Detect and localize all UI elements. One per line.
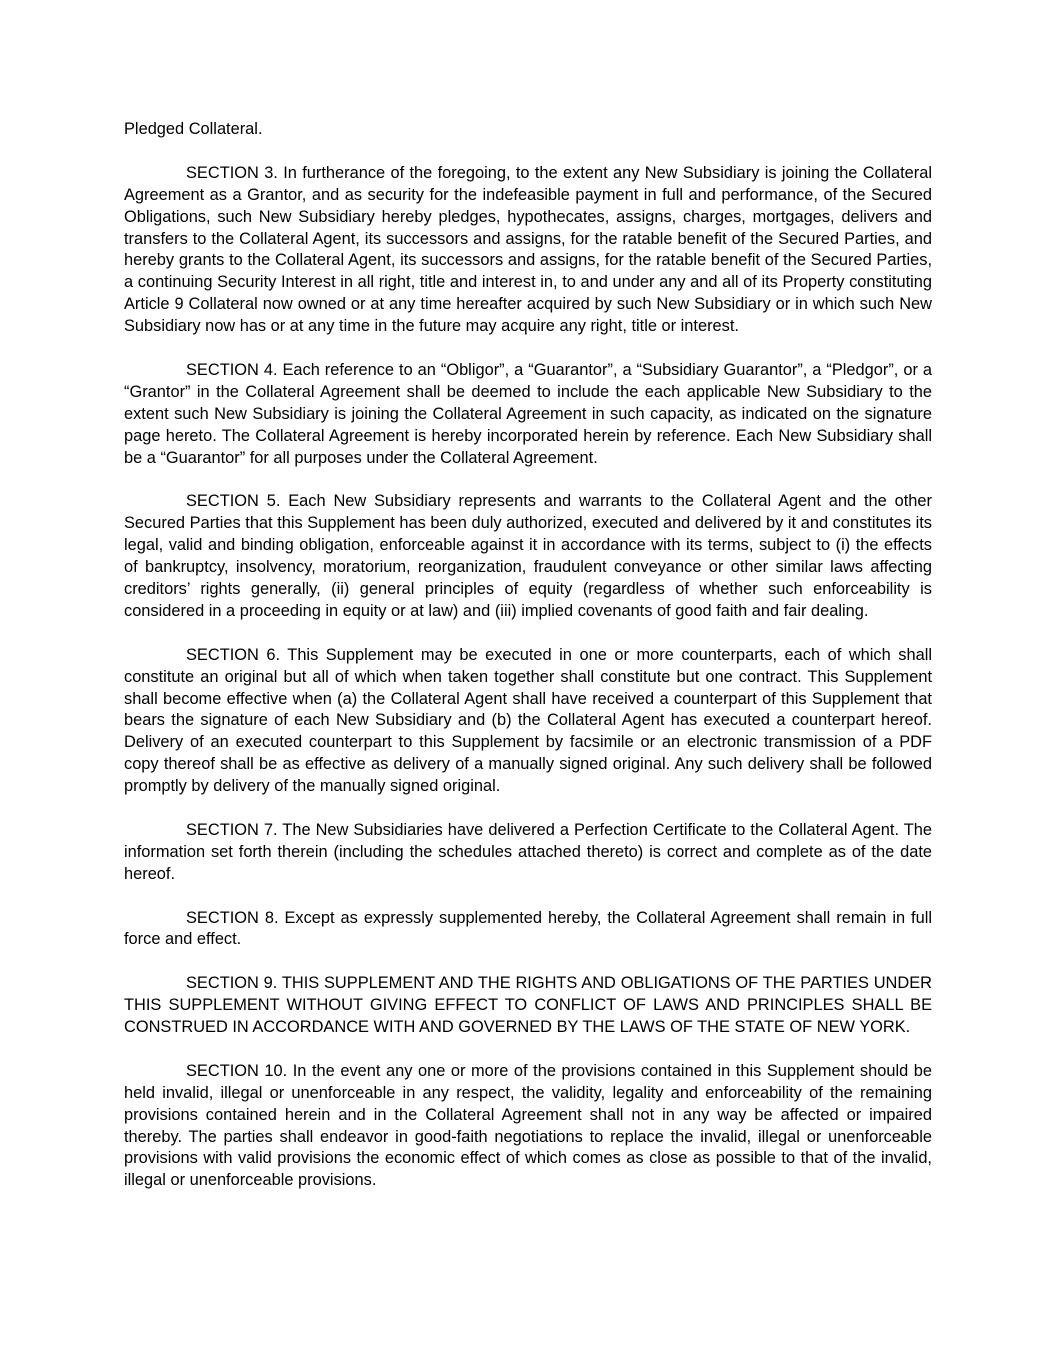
paragraph-section-10: SECTION 10. In the event any one or more of the provisions contained in this Supplement should be held invalid, illegal or unenforceable in any respect, the validity, legality and enforceability of the remaining provisions contained herein and in the Collateral Agreement shall not in any way be affected or impaired thereby. The parties shall endeavor in good-faith negotiations to replace the invalid, illegal or unenforceable provisions with valid provisions the economic effect of which comes as close as possible to that of the invalid, illegal or unenforceable provisions.	[124, 1061, 932, 1190]
paragraph-section-3: SECTION 3. In furtherance of the foregoing, to the extent any New Subsidiary is joining the Collateral Agreement as a Grantor, and as security for the indefeasible payment in full and performance, of the Secured Obligations, such New Subsidiary hereby pledges, hypothecates, assigns, charges, mortgages, delivers and transfers to the Collateral Agent, its successors and assigns, for the ratable benefit of the Secured Parties, and hereby grants to the Collateral Agent, its successors and assigns, for the ratable benefit of the Secured Parties, a continuing Security Interest in all right, title and interest in, to and under any and all of its Property constituting Article 9 Collateral now owned or at any time hereafter acquired by such New Subsidiary or in which such New Subsidiary now has or at any time in the future may acquire any right, title or interest.	[124, 163, 932, 336]
paragraph-section-4: SECTION 4. Each reference to an “Obligor”, a “Guarantor”, a “Subsidiary Guarantor”, a “Pledgor”, or a “Grantor” in the Collateral Agreement shall be deemed to include the each applicable New Subsidiary to the extent such New Subsidiary is joining the Collateral Agreement in such capacity, as indicated on the signature page hereto. The Collateral Agreement is hereby incorporated herein by reference. Each New Subsidiary shall be a “Guarantor” for all purposes under the Collateral Agreement.	[124, 360, 932, 467]
paragraph-section-7: SECTION 7. The New Subsidiaries have delivered a Perfection Certificate to the Collateral Agent. The information set forth therein (including the schedules attached thereto) is correct and complete as of the date hereof.	[124, 820, 932, 883]
paragraph-section-9: SECTION 9. THIS SUPPLEMENT AND THE RIGHTS AND OBLIGATIONS OF THE PARTIES UNDER THIS SUPPLEMENT WITHOUT GIVING EFFECT TO CONFLICT OF LAWS AND PRINCIPLES SHALL BE CONSTRUED IN ACCORDANCE WITH AND GOVERNED BY THE LAWS OF THE STATE OF NEW YORK.	[124, 974, 932, 1037]
paragraph-section-6: SECTION 6. This Supplement may be executed in one or more counterparts, each of which shall constitute an original but all of which when taken together shall constitute but one contract. This Supplement shall become effective when (a) the Collateral Agent shall have received a counterpart of this Supplement that bears the signature of each New Subsidiary and (b) the Collateral Agent has executed a counterpart hereof. Delivery of an executed counterpart to this Supplement by facsimile or an electronic transmission of a PDF copy thereof shall be as effective as delivery of a manually signed original. Any such delivery shall be followed promptly by delivery of the manually signed original.	[124, 645, 932, 796]
paragraph-section-8: SECTION 8. Except as expressly supplemented hereby, the Collateral Agreement shall remain in full force and effect.	[124, 908, 932, 949]
paragraph-section-5: SECTION 5. Each New Subsidiary represents and warrants to the Collateral Agent and the other Secured Parties that this Supplement has been duly authorized, executed and delivered by it and constitutes its legal, valid and binding obligation, enforceable against it in accordance with its terms, subject to (i) the effects of bankruptcy, insolvency, moratorium, reorganization, fraudulent conveyance or other similar laws affecting creditors’ rights generally, (ii) general principles of equity (regardless of whether such enforceability is considered in a proceeding in equity or at law) and (iii) implied covenants of good faith and fair dealing.	[124, 492, 932, 620]
document-page	[124, 119, 932, 1214]
paragraph-pledged-collateral: Pledged Collateral.	[124, 120, 263, 138]
